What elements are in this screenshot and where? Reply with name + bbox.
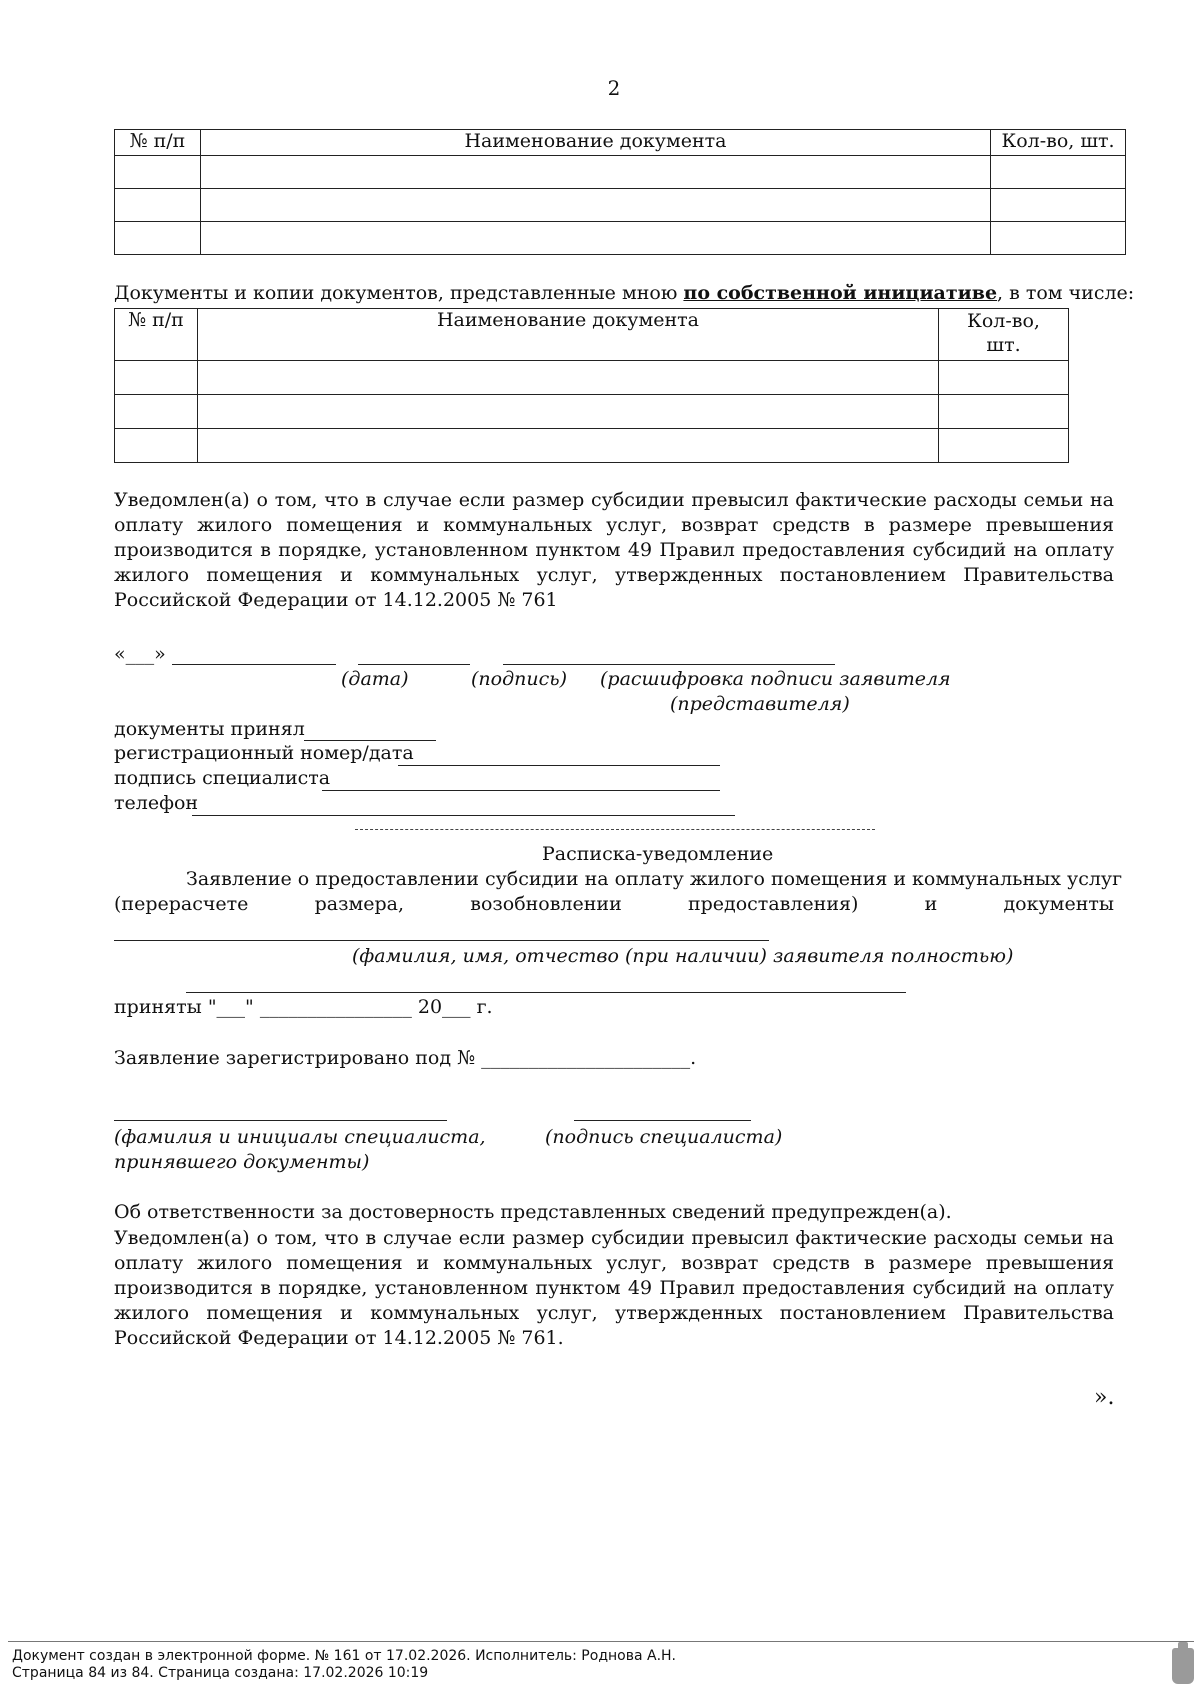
table-row [115, 222, 1126, 255]
receipt-title: Расписка-уведомление [542, 843, 774, 865]
table-cell [115, 361, 198, 395]
table-cell [991, 156, 1126, 189]
page-number: 2 [607, 76, 621, 100]
table-cell [197, 395, 938, 429]
table-cell [115, 429, 198, 463]
intro-text-after: , в том числе: [997, 282, 1135, 304]
table-cell [200, 189, 990, 222]
applicant-name-line [114, 940, 769, 941]
table-cell [115, 395, 198, 429]
intro-text-before: Документы и копии документов, представленные мною [114, 282, 684, 304]
table-cell [115, 156, 201, 189]
table1-header-name: Наименование документа [200, 130, 990, 156]
decode-line [503, 664, 835, 665]
footer-line-2: Страница 84 из 84. Страница создана: 17.02.2026 10:19 [12, 1665, 429, 1681]
table-row [115, 429, 1069, 463]
reg-number-label: регистрационный номер/дата [114, 742, 414, 764]
receipt-statement-line2: (перерасчете размера, возобновлении предоставления) и документы [114, 893, 1114, 915]
closing-quote-mark: ». [1094, 1385, 1115, 1410]
table2-header-number: № п/п [115, 309, 198, 361]
table2-header-name: Наименование документа [197, 309, 938, 361]
specialist-signature-caption: (подпись специалиста) [545, 1126, 783, 1148]
footer-line-1: Документ создан в электронной форме. № 161 от 17.02.2026. Исполнитель: Роднова А.Н. [12, 1648, 677, 1664]
table-cell [197, 429, 938, 463]
table-row [115, 395, 1069, 429]
documents-table-2 [114, 308, 1069, 463]
table-row [115, 361, 1069, 395]
table-cell [991, 222, 1126, 255]
intro-bold: по собственной инициативе [683, 282, 998, 304]
signature-line [358, 664, 470, 665]
applicant-name-caption: (фамилия, имя, отчество (при наличии) заявителя полностью) [352, 945, 1014, 967]
specialist-sign-label: подпись специалиста [114, 767, 331, 789]
decode-caption-2: (представителя) [670, 693, 850, 715]
table-cell [197, 361, 938, 395]
reg-number-line [398, 765, 720, 766]
date-line [172, 664, 336, 665]
specialist-name-caption: (фамилия и инициалы специалиста, [114, 1126, 486, 1148]
table-cell [115, 189, 201, 222]
accepted-label: документы принял [114, 718, 305, 740]
specialist-name-line [114, 1120, 447, 1121]
specialist-sign-line [322, 790, 720, 791]
table-cell [939, 395, 1069, 429]
table1-header-number: № п/п [115, 130, 201, 156]
registered-number-line: Заявление зарегистрировано под № ______________________. [114, 1047, 697, 1069]
table-cell [991, 189, 1126, 222]
date-caption: (дата) [341, 668, 409, 690]
phone-line [192, 815, 735, 816]
table-row [115, 156, 1126, 189]
own-initiative-intro [114, 282, 1134, 304]
accepted-date-line: приняты "___" ________________ 20___ г. [114, 996, 493, 1018]
date-quote: «___» [114, 643, 166, 665]
table-cell [939, 429, 1069, 463]
footer-divider [8, 1641, 1194, 1642]
accepted-line [304, 740, 436, 741]
table-cell [115, 222, 201, 255]
receipt-statement-line1: Заявление о предоставлении субсидии на оплату жилого помещения и коммунальных услуг [186, 868, 1123, 890]
decode-caption: (расшифровка подписи заявителя [600, 668, 951, 690]
documents-table-1 [114, 129, 1126, 255]
table2-header-count: Кол-во, шт. [939, 309, 1069, 361]
table-cell [200, 156, 990, 189]
signature-caption: (подпись) [471, 668, 568, 690]
refund-notice-2: Уведомлен(а) о том, что в случае если размер субсидии превысил фактические расходы семьи на оплату жилого помещения и коммунальных услуг, возврат средств в размере превышения производится в порядке, установленном пунктом 49 Правил предоставления субсидий на оплату жилого помещения и коммунальных услуг, утвержденных постановлением Правительства Российской Федерации от 14.12.2005 № 761. [114, 1227, 1114, 1349]
table-cell [939, 361, 1069, 395]
table1-header-count: Кол-во, шт. [991, 130, 1126, 156]
specialist-signature-line [574, 1120, 751, 1121]
refund-notice-1: Уведомлен(а) о том, что в случае если размер субсидии превысил фактические расходы семьи на оплату жилого помещения и коммунальных услуг, возврат средств в размере превышения производится в порядке, установленном пунктом 49 Правил предоставления субсидий на оплату жилого помещения и коммунальных услуг, утвержденных постановлением Правительства Российской Федерации от 14.12.2005 № 761 [114, 489, 1114, 611]
table-cell [200, 222, 990, 255]
cut-line [355, 829, 875, 830]
specialist-name-caption-2: принявшего документы) [114, 1151, 370, 1173]
responsibility-warning: Об ответственности за достоверность представленных сведений предупрежден(а). [114, 1201, 952, 1223]
applicant-name-line-2 [186, 992, 906, 993]
phone-label: телефон [114, 792, 199, 814]
coat-of-arms-icon [1172, 1648, 1194, 1684]
table-row [115, 189, 1126, 222]
